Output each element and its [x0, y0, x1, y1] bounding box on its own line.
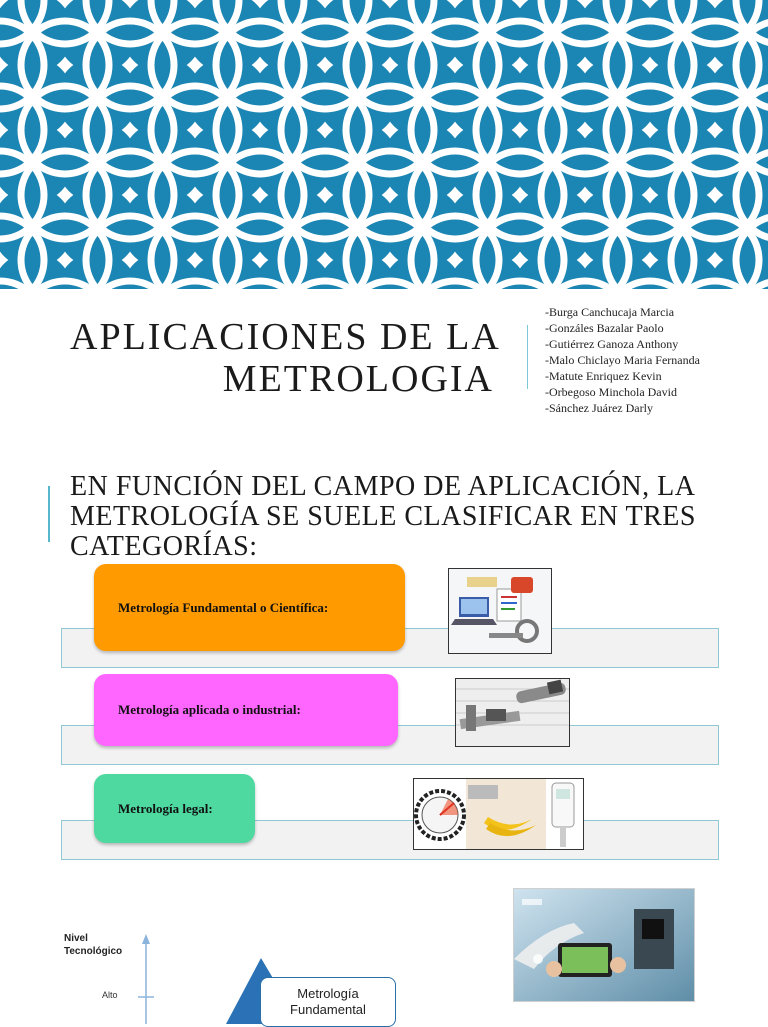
category-label: Metrología legal: — [118, 800, 213, 816]
robot-tablet-image — [513, 888, 695, 1002]
diagram-tick-label: Alto — [102, 990, 118, 1000]
author-name: -Gutiérrez Ganoza Anthony — [545, 337, 679, 351]
author-list — [545, 304, 760, 416]
scale-gauge-image — [413, 778, 584, 850]
caliper-image — [455, 678, 570, 747]
title-line-2: METROLOGIA — [222, 358, 494, 400]
title-line-1: APLICACIONES DE LA — [70, 316, 501, 358]
header-pattern — [0, 0, 768, 289]
author-name: -Sánchez Juárez Darly — [545, 401, 653, 415]
category-box-industrial — [94, 674, 398, 746]
office-tools-image — [448, 568, 552, 654]
category-label: Metrología Fundamental o Científica: — [118, 599, 329, 615]
section-heading: EN FUNCIÓN DEL CAMPO DE APLICACIÓN, LA METROLOGÍA SE SUELE CLASIFICAR EN TRES CATEGORÍAS: — [70, 471, 696, 562]
metrology-level-diagram — [50, 922, 450, 1024]
category-box-legal — [94, 774, 255, 843]
category-box-fundamental — [94, 564, 405, 651]
author-name: -Matute Enriquez Kevin — [545, 369, 662, 383]
author-name: -Orbegoso Minchola David — [545, 385, 677, 399]
heading-accent-bar — [48, 486, 50, 542]
slide-title — [60, 316, 520, 400]
author-name: -Malo Chiclayo Maria Fernanda — [545, 353, 700, 367]
diagram-axis-title: Nivel Tecnológico — [64, 933, 123, 957]
category-label: Metrología aplicada o industrial: — [118, 702, 301, 717]
circle-pattern-graphic — [0, 0, 768, 289]
diagram-box-label: Metrología Fundamental — [260, 977, 396, 1027]
author-name: -Burga Canchucaja Marcia — [545, 305, 675, 319]
title-divider — [527, 325, 528, 389]
author-name: -Gonzáles Bazalar Paolo — [545, 321, 664, 335]
